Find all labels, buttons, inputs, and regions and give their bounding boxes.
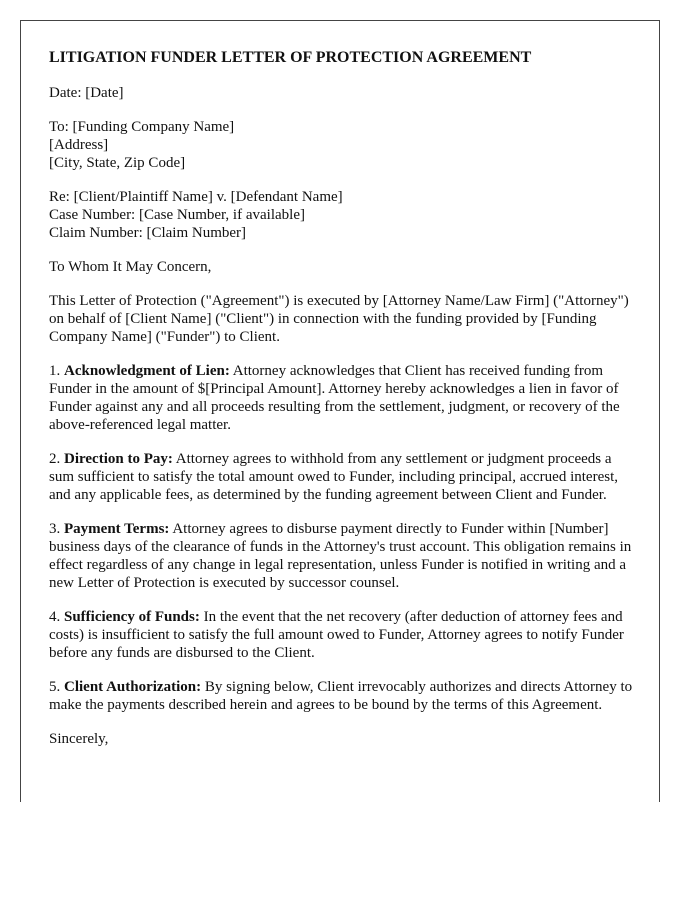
date-line: Date: [Date] [49,85,124,101]
clause-number: 3. [49,521,64,537]
clause-heading: Client Authorization: [64,679,202,695]
clause [49,520,639,592]
clause-text: Attorney agrees to disburse payment directly to Funder within [Number] business days of the clearance of funds in the Attorney's trust account. This obligation remains in effect regardless of any change in legal representation, unless Funder is notified in writing and a new Letter of Protection is executed by successor counsel. [49,521,632,591]
recipient-address: [Address] [49,137,109,153]
salutation: To Whom It May Concern, [49,259,212,275]
clause [49,678,639,714]
clause-heading: Direction to Pay: [64,451,173,467]
clause-heading: Payment Terms: [64,521,170,537]
clause-number: 2. [49,451,64,467]
intro-paragraph: This Letter of Protection ("Agreement") is executed by [Attorney Name/Law Firm] ("Attorney") on behalf of [Client Name] ("Client") in connection with the funding provided by [Funding Company Name] ("Funder") to Client. [49,293,629,345]
clause [49,362,639,434]
claim-number: Claim Number: [Claim Number] [49,225,247,241]
case-number: Case Number: [Case Number, if available] [49,207,305,223]
clause-number: 1. [49,363,64,379]
clause-text: By signing below, Client irrevocably authorizes and directs Attorney to make the payments described herein and agrees to be bound by the terms of this Agreement. [49,679,633,713]
letter-content [49,48,639,764]
reference-block [49,188,639,242]
closing: Sincerely, [49,731,109,747]
recipient-city: [City, State, Zip Code] [49,155,186,171]
clause [49,608,639,662]
recipient-block [49,118,639,172]
clause-number: 4. [49,609,64,625]
clause-text: Attorney acknowledges that Client has received funding from Funder in the amount of $[Principal Amount]. Attorney hereby acknowledges a lien in favor of Funder against any and all proceeds resulting from the settlement, judgment, or recovery of the above-referenced legal matter. [49,363,620,433]
clause [49,450,639,504]
clause-text: Attorney agrees to withhold from any settlement or judgment proceeds a sum sufficient to satisfy the total amount owed to Funder, including principal, accrued interest, and any applicable fees, as determined by the funding agreement between Client and Funder. [49,451,618,503]
document-page [20,20,660,802]
clause-number: 5. [49,679,64,695]
clause-heading: Sufficiency of Funds: [64,609,200,625]
reference-re: Re: [Client/Plaintiff Name] v. [Defendant Name] [49,189,343,205]
recipient-to: To: [Funding Company Name] [49,119,235,135]
clause-heading: Acknowledgment of Lien: [64,363,230,379]
document-title: LITIGATION FUNDER LETTER OF PROTECTION AGREEMENT [49,49,532,66]
clause-text: In the event that the net recovery (after deduction of attorney fees and costs) is insufficient to satisfy the full amount owed to Funder, Attorney agrees to notify Funder before any funds are disbursed to the Client. [49,609,624,661]
